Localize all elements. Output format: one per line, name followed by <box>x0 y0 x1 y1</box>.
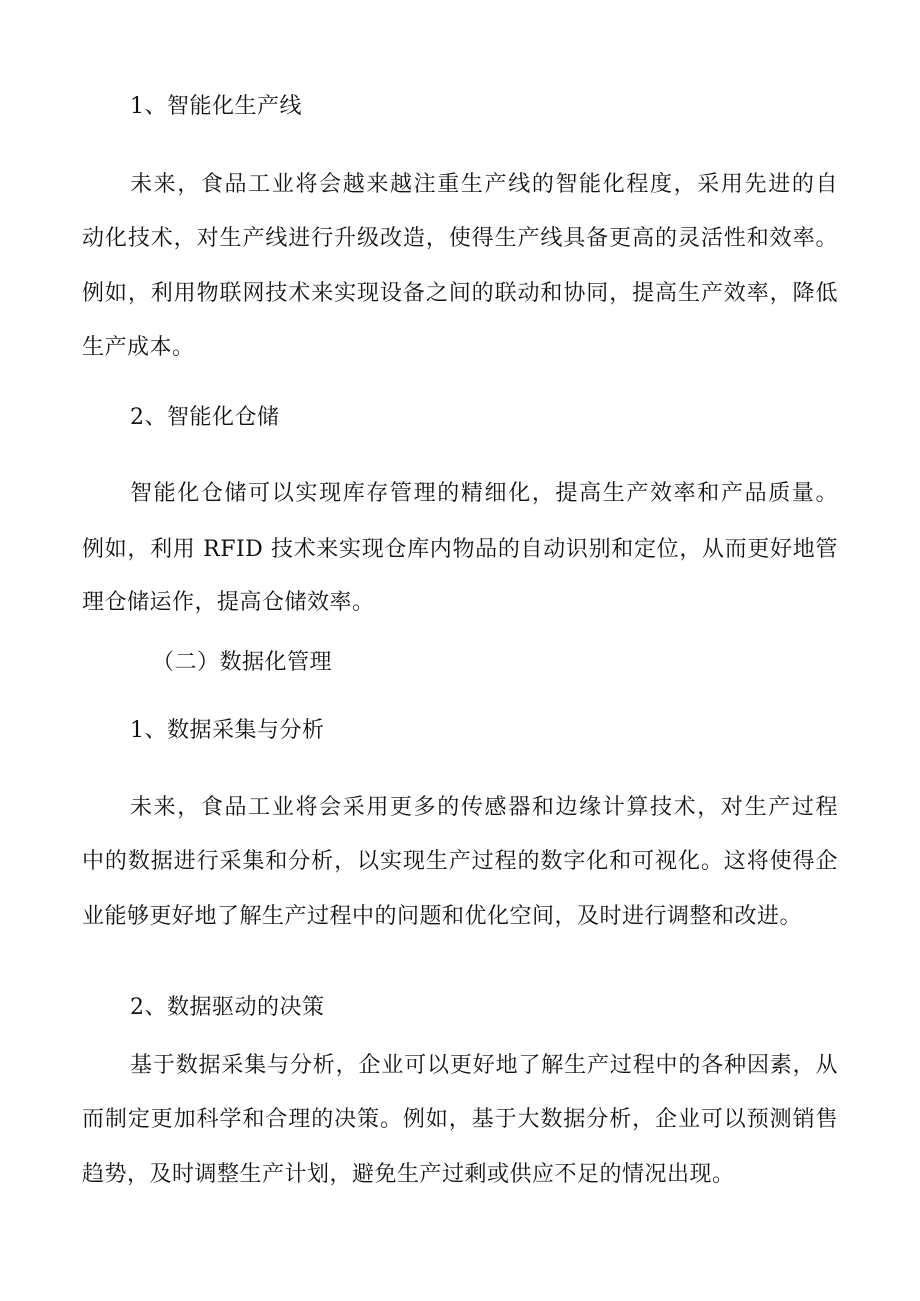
paragraph-line: 中的数据进行采集和分析，以实现生产过程的数字化和可视化。这将使得企 <box>82 849 838 874</box>
section-heading-data-management: （二）数据化管理 <box>152 650 333 675</box>
paragraph-line: 而制定更加科学和合理的决策。例如，基于大数据分析，企业可以预测销售 <box>82 1107 838 1132</box>
heading-data-driven-decision: 2、数据驱动的决策 <box>130 995 325 1020</box>
paragraph-line: 未来，食品工业将会越来越注重生产线的智能化程度，采用先进的自 <box>130 172 838 197</box>
heading-intelligent-production-line: 1、智能化生产线 <box>130 94 302 119</box>
paragraph-line: 理仓储运作，提高仓储效率。 <box>82 590 375 615</box>
heading-data-collection-analysis: 1、数据采集与分析 <box>130 718 325 743</box>
paragraph-line: 例如，利用 RFID 技术来实现仓库内物品的自动识别和定位，从而更好地管 <box>82 537 838 562</box>
heading-intelligent-warehousing: 2、智能化仓储 <box>130 405 280 430</box>
paragraph-line: 例如，利用物联网技术来实现设备之间的联动和协同，提高生产效率，降低 <box>82 281 838 306</box>
paragraph-line: 生产成本。 <box>82 335 195 360</box>
paragraph-line: 基于数据采集与分析，企业可以更好地了解生产过程中的各种因素，从 <box>130 1053 838 1078</box>
paragraph-line: 未来，食品工业将会采用更多的传感器和边缘计算技术，对生产过程 <box>130 795 838 820</box>
paragraph-line: 业能够更好地了解生产过程中的问题和优化空间，及时进行调整和改进。 <box>82 904 803 929</box>
paragraph-line: 趋势，及时调整生产计划，避免生产过剩或供应不足的情况出现。 <box>82 1162 735 1187</box>
paragraph-line: 智能化仓储可以实现库存管理的精细化，提高生产效率和产品质量。 <box>130 481 838 506</box>
paragraph-line: 动化技术，对生产线进行升级改造，使得生产线具备更高的灵活性和效率。 <box>82 226 838 251</box>
